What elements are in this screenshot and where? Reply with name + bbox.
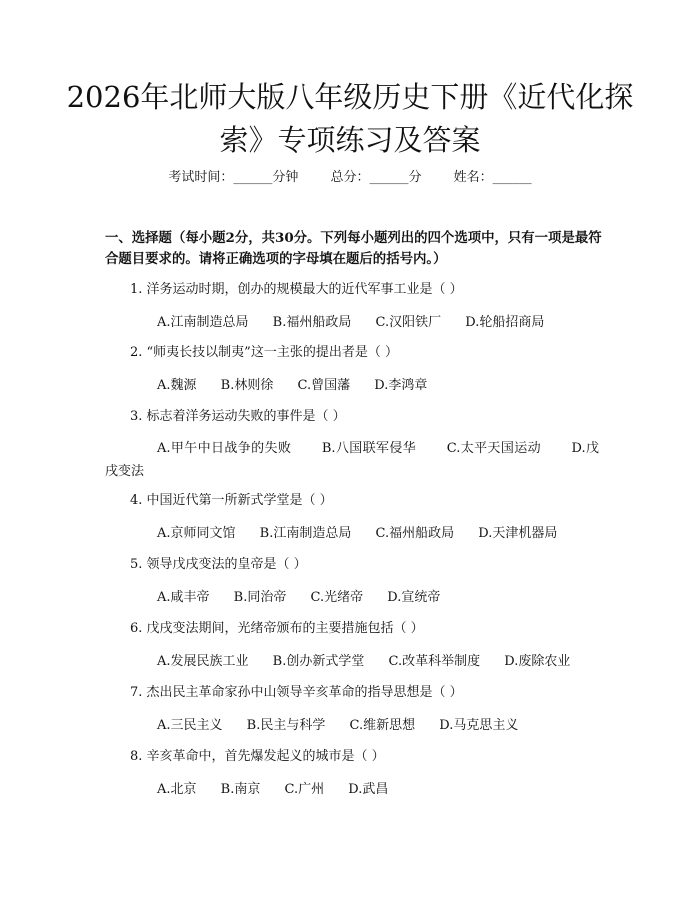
exam-info bbox=[0, 168, 700, 188]
question-stem: 6. 戊戌变法期间，光绪帝颁布的主要措施包括（ ） bbox=[130, 621, 424, 636]
question-options bbox=[157, 313, 564, 333]
exam-time-field: 考试时间：______分钟 bbox=[168, 170, 299, 185]
option-c: C.太平天国运动 bbox=[446, 441, 541, 456]
question-options bbox=[157, 780, 408, 800]
option-c: C.福州船政局 bbox=[375, 526, 455, 541]
option-a: A.三民主义 bbox=[157, 718, 223, 733]
option-b: B.福州船政局 bbox=[272, 315, 352, 330]
option-d: D.马克思主义 bbox=[439, 718, 519, 733]
total-score-field: 总分：______分 bbox=[330, 170, 422, 185]
option-b: B.同治帝 bbox=[233, 590, 287, 605]
option-b: B.南京 bbox=[220, 782, 261, 797]
option-c: C.广州 bbox=[284, 782, 325, 797]
option-c: C.维新思想 bbox=[349, 718, 416, 733]
option-a: A.甲午中日战争的失败 bbox=[157, 441, 292, 456]
option-c: C.曾国藩 bbox=[297, 378, 351, 393]
option-b: B.八国联军侵华 bbox=[321, 441, 417, 456]
option-d: D.宣统帝 bbox=[387, 590, 441, 605]
option-c: C.汉阳铁厂 bbox=[375, 315, 442, 330]
question-stem: 7. 杰出民主革命家孙中山领导辛亥革命的指导思想是（ ） bbox=[130, 685, 463, 700]
page-title: 2026年北师大版八年级历史下册《近代化探索》专项练习及答案 bbox=[66, 80, 634, 157]
section-heading: 一、选择题（每小题2分，共30分。下列每小题列出的四个选项中，只有一项是最符合题目要求的。请将正确选项的字母填在题后的括号内。） bbox=[105, 230, 602, 267]
option-c: C.光绪帝 bbox=[310, 590, 364, 605]
option-a: A.发展民族工业 bbox=[157, 654, 249, 669]
option-c: C.改革科举制度 bbox=[388, 654, 481, 669]
option-a: A.北京 bbox=[157, 782, 197, 797]
question-options bbox=[157, 524, 577, 544]
option-a: A.江南制造总局 bbox=[157, 315, 249, 330]
option-b: B.江南制造总局 bbox=[259, 526, 352, 541]
question-options bbox=[157, 588, 460, 608]
option-d: D.武昌 bbox=[348, 782, 389, 797]
option-a: A.京师同文馆 bbox=[157, 526, 236, 541]
question-options bbox=[157, 716, 538, 736]
name-field: 姓名：______ bbox=[453, 170, 532, 185]
option-d: D.天津机器局 bbox=[478, 526, 558, 541]
option-d: D.戊戌变法 bbox=[105, 441, 599, 479]
question-stem: 5. 领导戊戌变法的皇帝是（ ） bbox=[130, 557, 307, 572]
question-options bbox=[105, 437, 599, 483]
question-options bbox=[157, 376, 447, 396]
option-d: D.李鸿章 bbox=[374, 378, 428, 393]
option-d: D.废除农业 bbox=[504, 654, 571, 669]
question-stem: 3. 标志着洋务运动失败的事件是（ ） bbox=[130, 409, 346, 424]
option-b: B.民主与科学 bbox=[246, 718, 326, 733]
question-options bbox=[157, 652, 590, 672]
option-b: B.创办新式学堂 bbox=[272, 654, 365, 669]
question-stem: 8. 辛亥革命中，首先爆发起义的城市是（ ） bbox=[130, 749, 385, 764]
question-stem: 4. 中国近代第一所新式学堂是（ ） bbox=[130, 493, 333, 508]
option-d: D.轮船招商局 bbox=[465, 315, 545, 330]
question-stem: 2. “师夷长技以制夷”这一主张的提出者是（ ） bbox=[130, 345, 398, 360]
option-a: A.魏源 bbox=[157, 378, 197, 393]
option-b: B.林则徐 bbox=[220, 378, 274, 393]
option-a: A.咸丰帝 bbox=[157, 590, 210, 605]
question-stem: 1. 洋务运动时期，创办的规模最大的近代军事工业是（ ） bbox=[130, 282, 463, 297]
